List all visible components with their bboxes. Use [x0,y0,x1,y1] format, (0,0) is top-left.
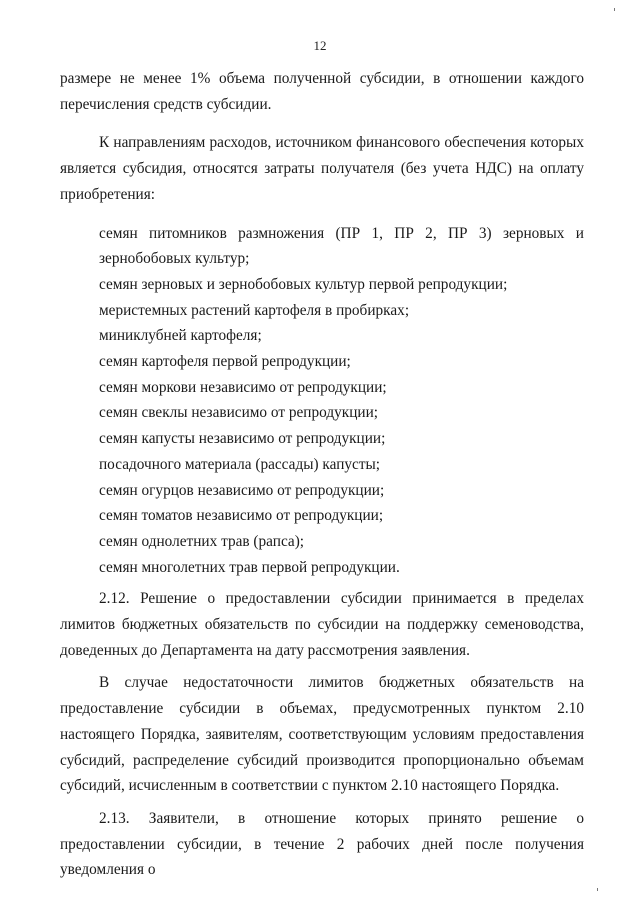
list-item: семян капусты независимо от репродукции; [99,430,386,448]
document-body [60,66,584,883]
scan-mark [614,8,615,11]
paragraph-2-12-insufficient-limits: В случае недостаточности лимитов бюджетных обязательств на предоставление субсидии в объемах, предусмотренных пунктом 2.10 настоящего Порядка, заявителям, соответствующим условиям предоставления субсидий, распределение субсидий производится пропорционально объемам субсидий, исчисленным в соответствии с пунктом 2.10 настоящего Порядка. [60,674,584,795]
scan-mark [597,888,598,891]
list-item: семян питомников размножения (ПР 1, ПР 2, ПР 3) зерновых и зернобобовых культур; [99,224,584,268]
list-item: меристемных растений картофеля в пробирках; [99,301,410,319]
list-item: семян зерновых и зернобобовых культур первой репродукции; [99,275,508,293]
list-item: семян огурцов независимо от репродукции; [99,481,385,499]
expense-list [60,221,584,581]
paragraph-2-13: 2.13. Заявители, в отношение которых принято решение о предоставлении субсидии, в течение 2 рабочих дней после получения уведомления о [60,809,584,879]
list-item: посадочного материала (рассады) капусты; [99,455,381,473]
paragraph-2-12: 2.12. Решение о предоставлении субсидии принимается в пределах лимитов бюджетных обязательств по субсидии на поддержку семеноводства, доведенных до Департамента на дату рассмотрения заявления. [60,590,584,659]
paragraph-expense-directions: К направлениям расходов, источником финансового обеспечения которых является субсидия, относятся затраты получателя (без учета НДС) на оплату приобретения: [60,134,584,203]
list-item: семян свеклы независимо от репродукции; [99,404,379,422]
page-number: 12 [313,38,327,53]
list-item: семян многолетних трав первой репродукции. [99,558,400,576]
list-item: семян однолетних трав (рапса); [99,532,305,550]
list-item: миниклубней картофеля; [99,327,262,345]
paragraph-continuation: размере не менее 1% объема полученной субсидии, в отношении каждого перечисления средств субсидии. [60,70,584,113]
list-item: семян моркови независимо от репродукции; [99,378,387,396]
list-item: семян томатов независимо от репродукции; [99,507,384,525]
list-item: семян картофеля первой репродукции; [99,353,351,371]
